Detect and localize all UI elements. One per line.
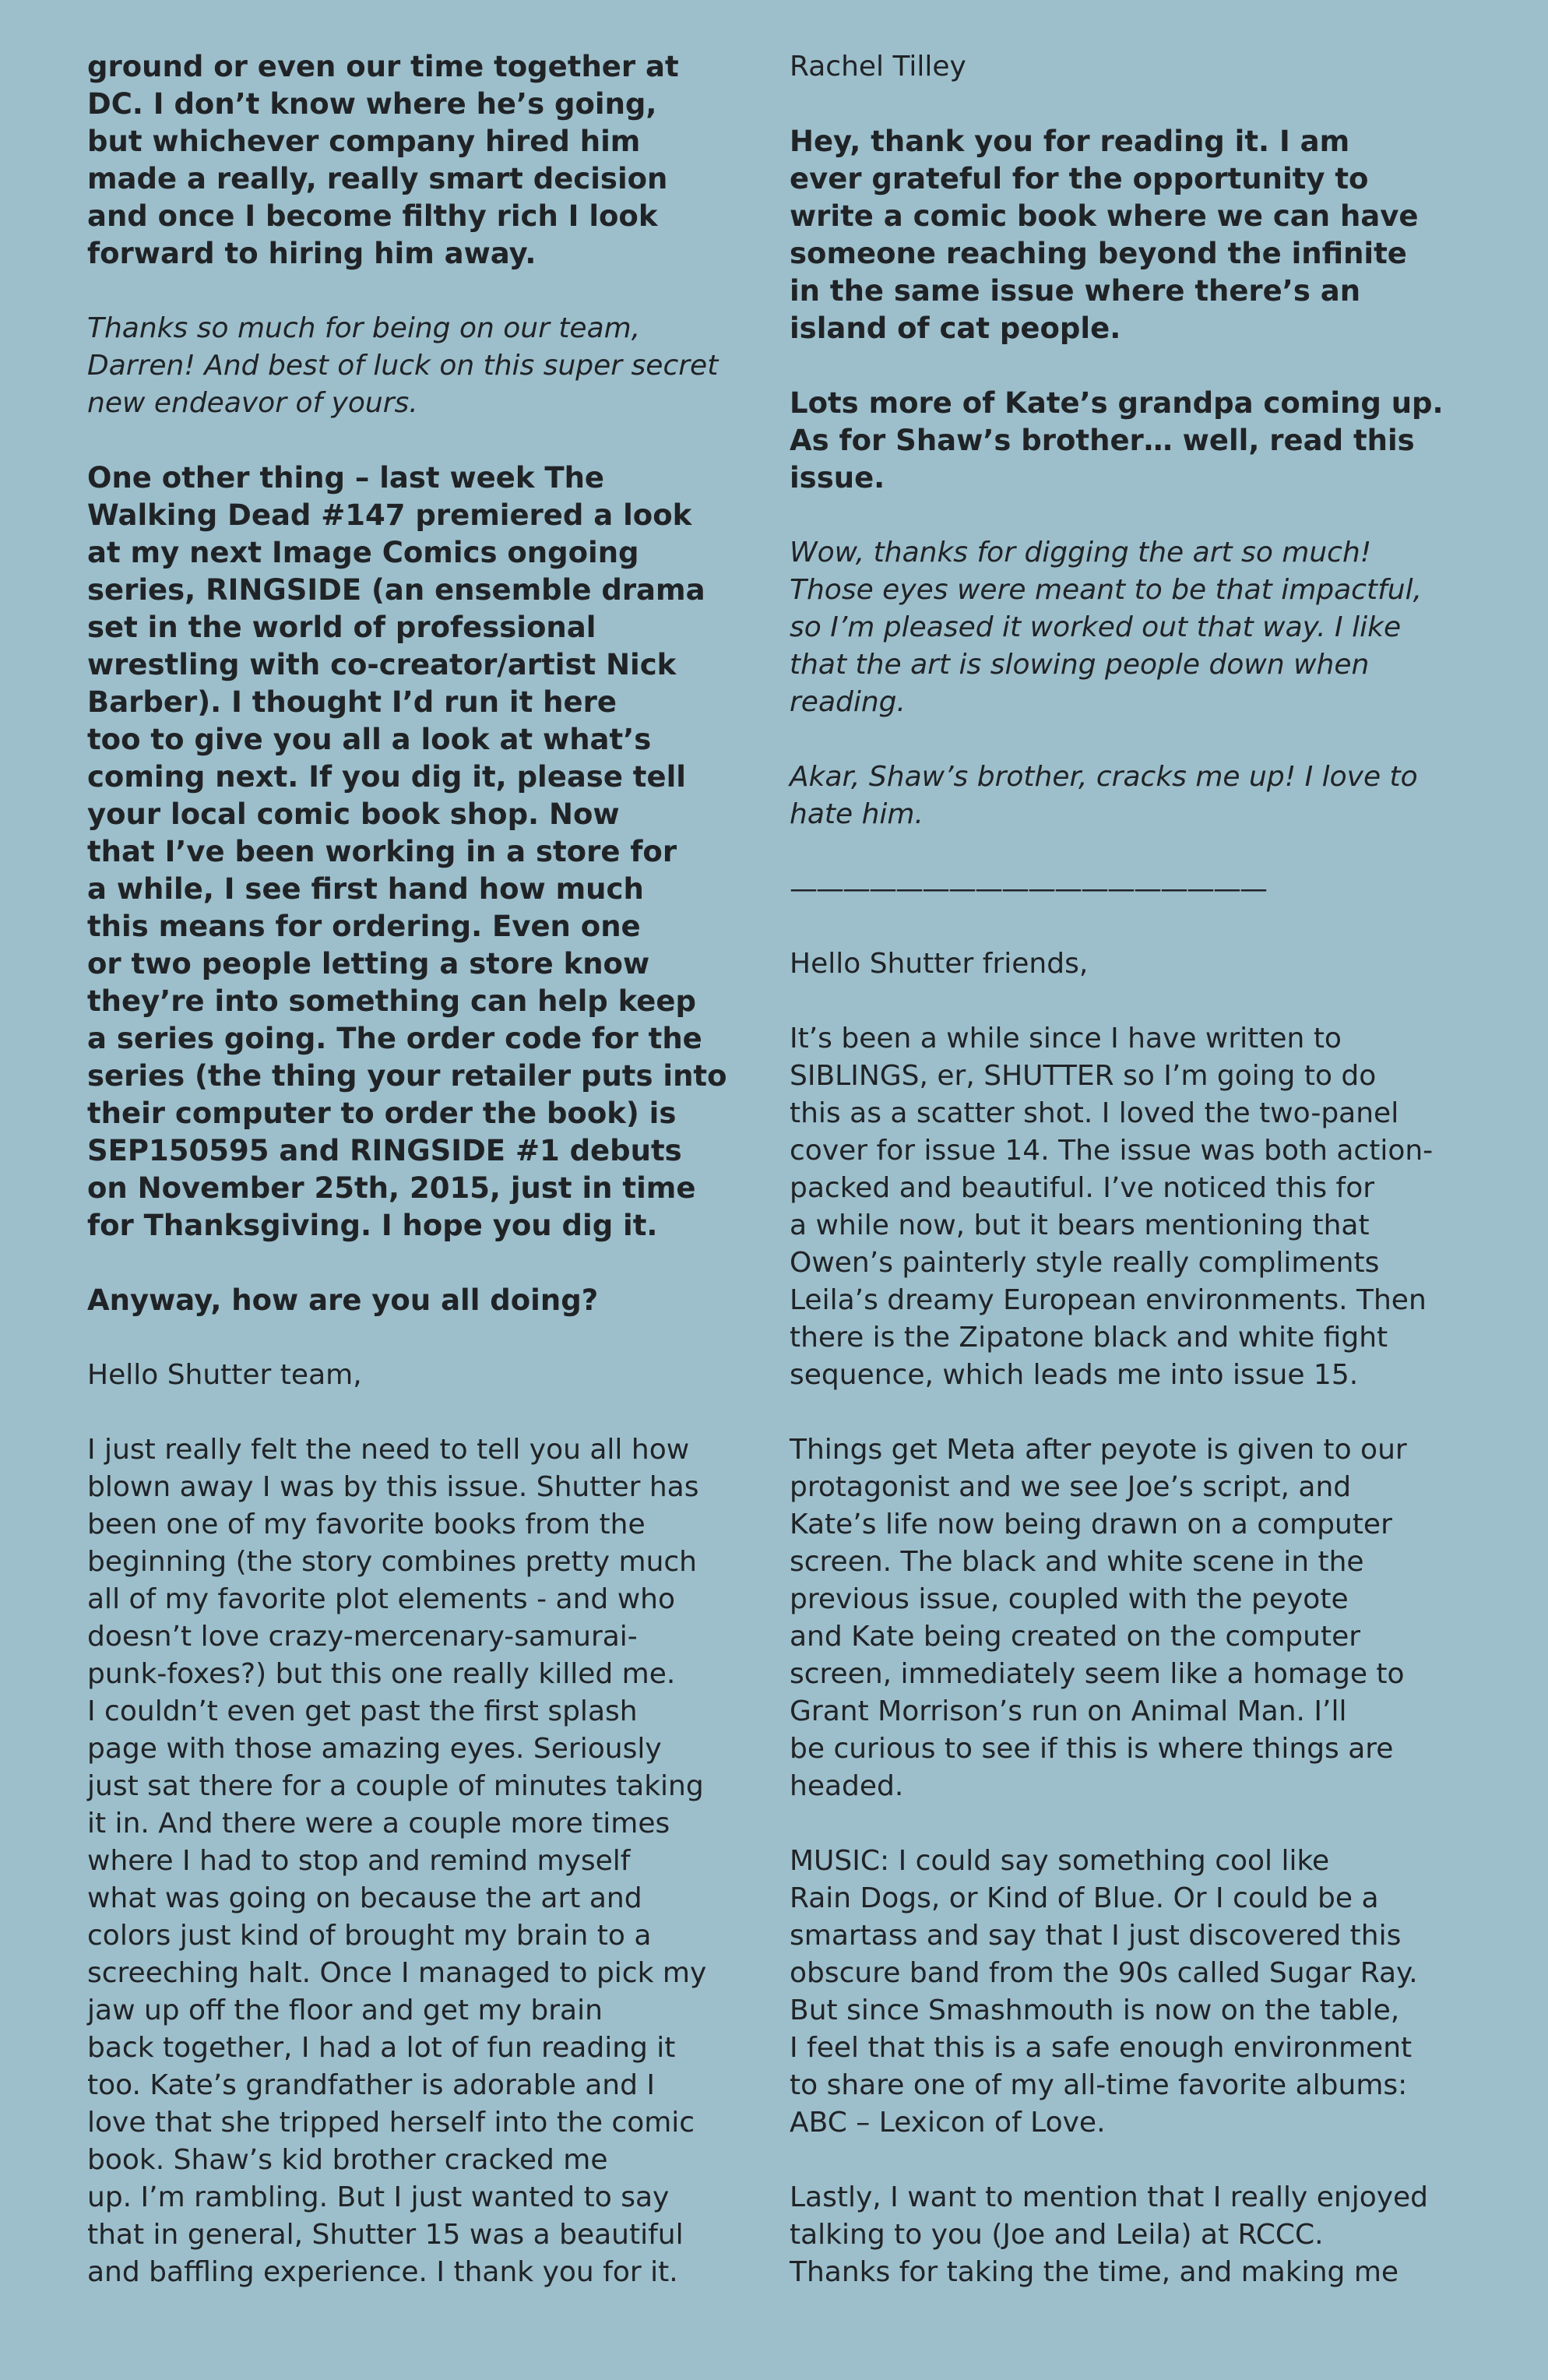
letter-salutation-2: Hello Shutter friends, xyxy=(790,948,1089,980)
section-divider: —————————————————— xyxy=(790,873,1266,905)
reader-letter-paragraph-2: Things get Meta after peyote is given to our protagonist and we see Joe’s script, and Kate’s life now being drawn on a computer screen. The black and white scene in the previous issue, coupled with the peyote and Kate being created on the computer screen, immediately seem like a homage to Grant Morrison’s run on Animal Man. I’ll be curious to see if this is where things are headed. xyxy=(790,1434,1407,1802)
artist-reply-paragraph: Wow, thanks for digging the art so much! Those eyes were meant to be that impactful, so I’m pleased it worked out that way. I like that the art is slowing people down when reading. xyxy=(790,537,1423,718)
ringside-announcement-paragraph: One other thing – last week The Walking Dead #147 premiered a look at my next Image Comics ongoing series, RINGSIDE (an ensemble drama set in the world of professional wrestling with co-creator/artist Nick Barber). I thought I’d run it here too to give you all a look at what’s coming next. If you dig it, please tell your local comic book shop. Now that I’ve been working in a store for a while, I see first hand how much this means for ordering. Even one or two people letting a store know they’re into something can help keep a series going. The order code for the series (the thing your retailer puts into their computer to order the book) is SEP150595 and RINGSIDE #1 debuts on November 25th, 2015, just in time for Thanksgiving. I hope you dig it. xyxy=(87,461,727,1242)
editor-thanks-paragraph: Thanks so much for being on our team, Darren! And best of luck on this super secret new endeavor of yours. xyxy=(87,312,719,419)
letter-signature: Rachel Tilley xyxy=(790,51,966,83)
editor-reply-paragraph: ground or even our time together at DC. I don’t know where he’s going, but whichever company hired him made a really, really smart decision and once I become filthy rich I look forward to hiring him away. xyxy=(87,50,679,270)
right-column xyxy=(790,48,1475,2329)
reader-letter-body: I just really felt the need to tell you all how blown away I was by this issue. Shutter has been one of my favorite books from the beginning (the story combines pretty much all of my favorite plot elements - and who doesn’t love crazy-mercenary-samurai- punk-foxes?) but this one really killed me. I couldn’t even get past the first splash page with those amazing eyes. Seriously just sat there for a couple of minutes taking it in. And there were a couple more times where I had to stop and remind myself what was going on because the art and colors just kind of brought my brain to a screeching halt. Once I managed to pick my jaw up off the floor and get my brain back together, I had a lot of fun reading it too. Kate’s grandfather is adorable and I love that she tripped herself into the comic book. Shaw’s kid brother cracked me up. I’m rambling. But I just wanted to say that in general, Shutter 15 was a beautiful and baffling experience. I thank you for it. xyxy=(87,1434,707,2288)
writer-reply-paragraph: Hey, thank you for reading it. I am ever grateful for the opportunity to write a comic book where we can have someone reaching beyond the infinite in the same issue where there’s an island of cat people. xyxy=(790,125,1419,345)
left-column xyxy=(87,48,749,2329)
greeting-question: Anyway, how are you all doing? xyxy=(87,1283,599,1317)
reader-letter-closing-paragraph: Lastly, I want to mention that I really enjoyed talking to you (Joe and Leila) at RCCC. Thanks for taking the time, and making me xyxy=(790,2181,1429,2288)
artist-reply-paragraph-2: Akar, Shaw’s brother, cracks me up! I love to hate him. xyxy=(790,761,1418,830)
reader-letter-paragraph-1: It’s been a while since I have written to SIBLINGS, er, SHUTTER so I’m going to do this as a scatter shot. I loved the two-panel cover for issue 14. The issue was both action- packed and beautiful. I’ve noticed this for a while now, but it bears mentioning that Owen’s painterly style really compliments Leila’s dreamy European environments. Then there is the Zipatone black and white fight sequence, which leads me into issue 15. xyxy=(790,1023,1434,1391)
writer-reply-paragraph-2: Lots more of Kate’s grandpa coming up. As for Shaw’s brother… well, read this issue. xyxy=(790,386,1444,495)
reader-letter-music-paragraph: MUSIC: I could say something cool like Rain Dogs, or Kind of Blue. Or I could be a smartass and say that I just discovered this obscure band from the 90s called Sugar Ray. But since Smashmouth is now on the table, I feel that this is a safe enough environment to share one of my all-time favorite albums: ABC – Lexicon of Love. xyxy=(790,1845,1418,2139)
letter-salutation: Hello Shutter team, xyxy=(87,1359,362,1391)
